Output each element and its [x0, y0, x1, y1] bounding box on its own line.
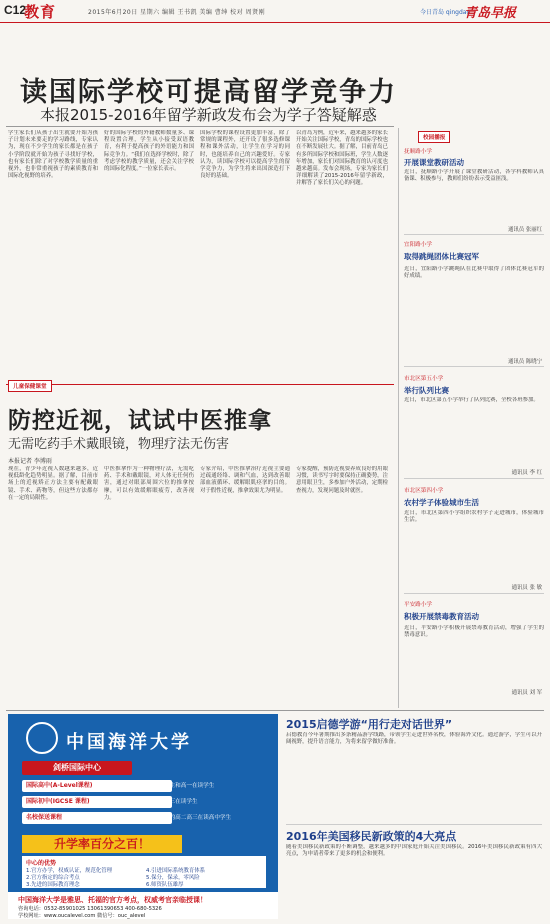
story-column-1: 现在，青少年近视人数越来越多，近视低龄化趋势明显。据了解，目前市场上的近视矫正方法主要有配戴眼镜、手术、药物等，但这些方法都存在一定的局限性。	[8, 466, 98, 501]
lead-title: 读国际学校可提高留学竞争力	[20, 77, 397, 108]
story-title: 2016年美国移民新政策的4大亮点	[286, 830, 457, 843]
story-title: 2015启德学游“用行走对话世界”	[286, 718, 453, 731]
side-category: 市北区第四小学	[404, 488, 444, 494]
ad-program: 国际初中(IGCSE 课程)	[22, 796, 172, 808]
side-headline: 取得跳绳团体比赛冠军	[404, 252, 479, 261]
divider	[6, 710, 544, 711]
ad-program: 国际高中(A-Level课程)	[22, 780, 172, 792]
ad-feature: 2.官方指定的综合考点	[26, 875, 80, 881]
side-category: 抚顺路小学	[404, 149, 432, 155]
university-seal-icon	[26, 722, 58, 754]
side-headline: 开展课堂教研活动	[404, 158, 464, 167]
story-column-2: 中医推拿作为一种物理疗法，无需吃药、手术和戴眼镜，对人体无任何伤害，通过对眼部周围穴位的推拿按摩，可以有效缓解眼疲劳，改善视力。	[104, 466, 194, 501]
side-author: 通讯员 李 红	[511, 470, 542, 476]
side-author: 通讯员 刘 军	[511, 690, 542, 696]
lead-column-1: 学生家长们从孩子出生就要开始为孩子计划未来要走的学习路线，专家认为，现在不少学生的家长都是在孩子小学阶段就开始为孩子寻找好学校，也有家长们除了对学校教学质量的重视外，也非常重视孩子的素质教育和国际化视野的培养。	[8, 130, 98, 180]
divider	[404, 234, 544, 235]
side-author: 通讯员 张丽红	[507, 227, 542, 233]
ad-feature: 1.官方办学，权威认证，规范化管理	[26, 868, 113, 874]
side-body: 近日，市北区第四小学组织农村学子走进城市，体验城市生活。	[404, 510, 544, 524]
story-column-4: 专家提醒，预防近视要养成良好的用眼习惯，读书写字时要保持正确姿势，注意用眼卫生，多参加户外活动，定期检查视力，发现问题及时就医。	[296, 466, 388, 494]
lead-column-4: 以青岛为例，近年来，越来越多的家长开始关注国际学校，青岛的国际学校也在不断发展壮大。据了解，目前青岛已有多所国际学校和国际班，学生人数逐年增加，家长们对国际教育的认可度也越来越高。发布会现场，专家为家长们详细解读了2015-2016年留学新政，并解答了家长们关心的问题。	[296, 130, 388, 187]
ad-website: 学校网址：www.oucalevel.com 微信号：ouc_alevel	[18, 913, 146, 919]
page-number: C12	[4, 3, 27, 17]
lead-subtitle: 本报2015-2016年留学新政发布会为学子答疑解惑	[40, 106, 377, 124]
column-divider	[398, 128, 399, 708]
side-author: 通讯员 陈晓宁	[507, 359, 542, 365]
side-body: 近日，宜阳路小学跳绳队在比赛中取得了团体比赛冠军的好成绩。	[404, 266, 544, 280]
side-body: 近日，平安路小学积极开展禁毒教育活动，增强了学生的禁毒意识。	[404, 625, 544, 639]
side-category: 平安路小学	[404, 602, 432, 608]
divider	[404, 478, 544, 479]
side-body: 近日，抚顺路小学开展了课堂教研活动，各学科教师认真备课、积极参与，教师们纷纷表示受益匪浅。	[404, 169, 544, 183]
ad-slogan: 升学率百分之百！	[22, 835, 182, 853]
story-column-3: 专家介绍，中医推拿治疗近视主要通过疏通经络、调和气血，达到改善眼部血液循环、缓解眼肌痉挛的目的。对于假性近视，推拿效果尤为明显。	[200, 466, 290, 494]
ad-program-desc: 面向初中毕业生和高一在读学生	[136, 783, 215, 789]
ad-feature: 5.保分，保录，零风险	[146, 875, 200, 881]
story-title: 防控近视，试试中医推拿	[8, 408, 272, 434]
newspaper-logo: 青岛早报	[464, 6, 517, 21]
story-body: 随着美国移民新政策的不断调整，越来越多的中国家庭开始关注美国移民。2016年美国移民新政策有四大亮点，为申请者带来了更多的机会和便利。	[286, 844, 542, 858]
side-headline: 积极开展禁毒教育活动	[404, 612, 479, 621]
dateline: 2015年6月20日 星期六 编辑 王书凯 美编 曹绅 校对 周贤刚	[88, 9, 266, 16]
ad-feature: 4.引进国际系统教育体系	[146, 868, 206, 874]
ad-program-desc: 面向初二、初三在读学生	[136, 799, 198, 805]
side-body: 近日，市北区第五小学举行了队列比赛，全校各班参加。	[404, 397, 539, 403]
ad-program-desc: 面向成绩优异的高二高三在读高中学生	[136, 815, 232, 821]
divider	[404, 593, 544, 594]
story-subtitle: 无需吃药手术戴眼镜，物理疗法无伤害	[8, 437, 230, 452]
divider	[6, 384, 394, 385]
ad-school-name: 中国海洋大学	[66, 732, 192, 753]
side-headline: 农村学子体验城市生活	[404, 498, 479, 507]
ad-band: 剑桥国际中心	[22, 761, 132, 775]
section-name: 教育	[24, 3, 57, 21]
side-category: 市北区第五小学	[404, 376, 444, 382]
side-tag: 校园播报	[418, 131, 450, 143]
ad-tagline: 中国海洋大学是雅思、托福的官方考点，权威考官亲临授课！	[18, 896, 207, 904]
ad-phone: 咨询电话：0532-85901025 13061390653 400-680-5326	[18, 906, 162, 912]
divider	[286, 824, 542, 825]
story-tag: 儿童保健课堂	[8, 380, 52, 392]
lead-column-2: 好的国际学校的外籍教师数量多、课程设置合理，学生从小接受双语教育，有利于提高孩子的外语能力和国际竞争力。“我们在选择学校时，除了考虑学校的教学质量，还会关注学校的国际化程度。”一位家长表示。	[104, 130, 194, 173]
divider	[404, 366, 544, 367]
ad-feature: 3.先进的国际教育理念	[26, 882, 80, 888]
side-author: 通讯员 张 敏	[511, 585, 542, 591]
side-category: 宜阳路小学	[404, 242, 432, 248]
side-headline: 举行队列比赛	[404, 386, 449, 395]
divider	[6, 126, 394, 127]
school-advertisement[interactable]	[8, 714, 278, 919]
story-body: 启德教育今年暑期推出多条精品游学线路，带领学生走进世界名校，体验海外文化。通过游学，学生可以开阔视野，提升语言能力，为将来留学做好准备。	[286, 732, 542, 746]
site-link[interactable]: 今日青岛 qingdao	[420, 9, 471, 16]
byline: 本报记者 李博雨	[8, 458, 52, 465]
ad-features-title: 中心的优势	[26, 860, 57, 867]
lead-column-3: 国际学校的课程设置更加丰富，除了常规的课程外，还开设了很多选修课程和课外活动，让学生在学习的同时，也能培养自己的兴趣爱好。专家认为，读国际学校可以提高学生的留学竞争力，为学生将来出国深造打下良好的基础。	[200, 130, 290, 180]
ad-program: 名校保送课程	[22, 812, 172, 824]
ad-feature: 6.师资队伍雄厚	[146, 882, 184, 888]
